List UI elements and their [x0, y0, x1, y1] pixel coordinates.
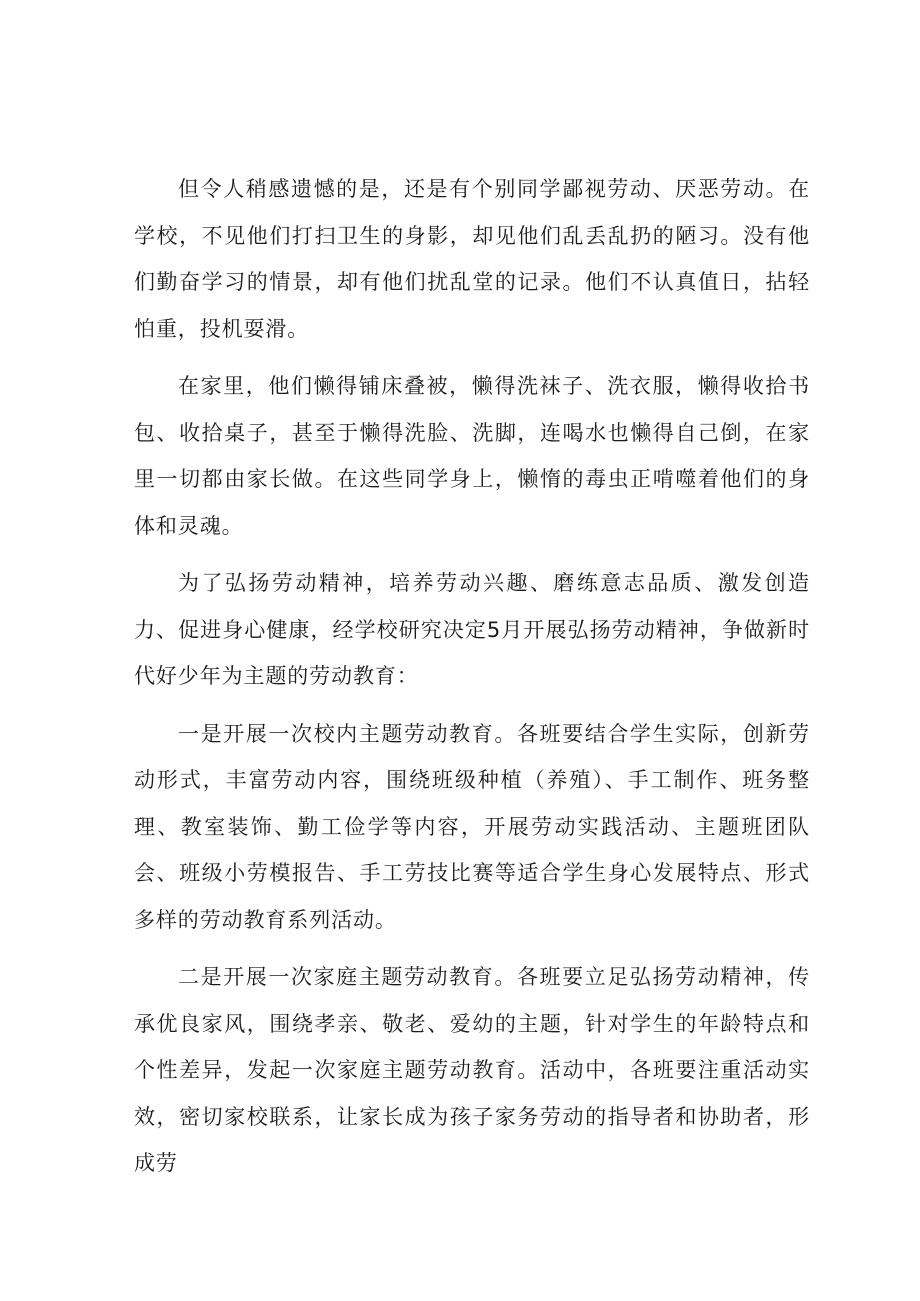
paragraph-5: 二是开展一次家庭主题劳动教育。各班要立足弘扬劳动精神，传承优良家风，围绕孝亲、敬老、爱幼的主题，针对学生的年龄特点和个性差异，发起一次家庭主题劳动教育。活动中，各班要注重活动实效，密切家校联系，让家长成为孩子家务劳动的指导者和协助者，形成劳	[134, 965, 810, 1175]
document-body	[134, 166, 810, 1198]
paragraph-4: 一是开展一次校内主题劳动教育。各班要结合学生实际，创新劳动形式，丰富劳动内容，围绕班级种植（养殖）、手工制作、班务整理、教室装饰、勤工俭学等内容，开展劳动实践活动、主题班团队会、班级小劳模报告、手工劳技比赛等适合学生身心发展特点、形式多样的劳动教育系列活动。	[134, 721, 810, 932]
paragraph-3: 为了弘扬劳动精神，培养劳动兴趣、磨练意志品质、激发创造力、促进身心健康，经学校研究决定5月开展弘扬劳动精神，争做新时代好少年为主题的劳动教育：	[134, 571, 810, 688]
paragraph-1: 但令人稍感遗憾的是，还是有个别同学鄙视劳动、厌恶劳动。在学校，不见他们打扫卫生的身影，却见他们乱丢乱扔的陋习。没有他们勤奋学习的情景，却有他们扰乱堂的记录。他们不认真值日，拈轻怕重，投机耍滑。	[134, 177, 810, 341]
paragraph-2: 在家里，他们懒得铺床叠被，懒得洗袜子、洗衣服，懒得收拾书包、收拾桌子，甚至于懒得洗脸、洗脚，连喝水也懒得自己倒，在家里一切都由家长做。在这些同学身上，懒惰的毒虫正啃噬着他们的身体和灵魂。	[134, 374, 810, 538]
